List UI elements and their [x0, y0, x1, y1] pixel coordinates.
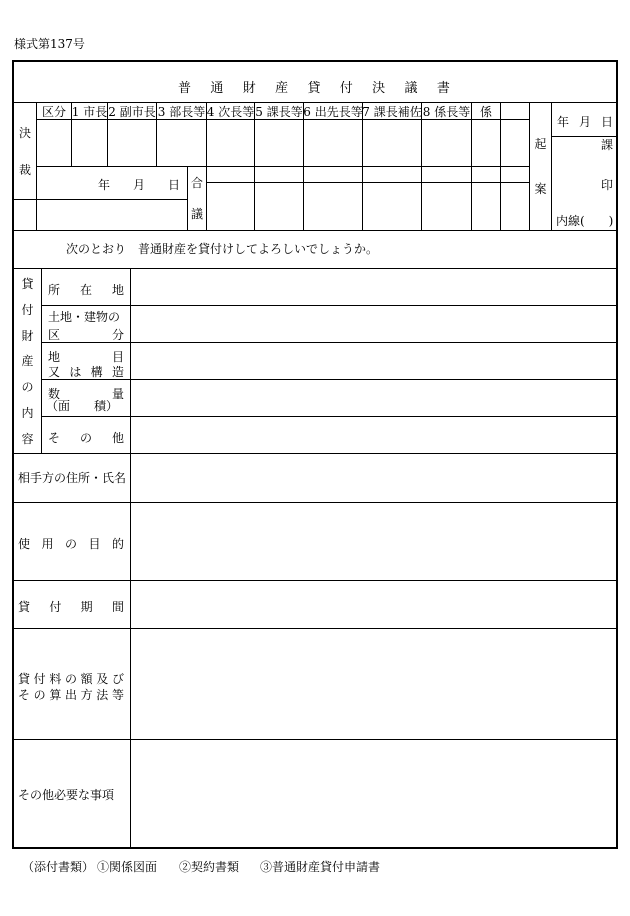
col-header-deputy-mayor: 2 副市長: [108, 104, 156, 119]
location-label: 所 在 地: [48, 283, 124, 297]
decision-label: 決 裁: [18, 126, 31, 177]
property-other-field[interactable]: [131, 417, 617, 453]
col-header-deputy-director: 4 次長等: [206, 104, 255, 119]
draft-label: 起 案: [534, 137, 547, 196]
quantity-label-bottom: （面 積）: [46, 399, 119, 413]
col-header-staff: 係: [479, 104, 492, 119]
purpose-field[interactable]: [131, 503, 617, 580]
land-building-label-top: 土地・建物の: [48, 310, 121, 324]
attachments-label: （添付書類）: [22, 860, 95, 874]
consultation-label: 合 議: [190, 176, 203, 221]
form-title: 普 通 財 産 貸 付 決 議 書: [178, 81, 450, 96]
land-building-label-bottom: 区 分: [48, 328, 124, 342]
property-other-label: そ の 他: [48, 431, 124, 445]
land-building-field[interactable]: [131, 306, 617, 342]
col-header-assistant-chief: 7 課長補佐: [362, 104, 422, 119]
purpose-label: 使 用 の 目 的: [18, 537, 124, 551]
fee-label-line1: 貸 付 料 の 額 及 び: [18, 672, 124, 686]
category-label-top: 地 目: [48, 350, 124, 364]
fee-label-line2: そ の 算 出 方 法 等: [18, 688, 124, 702]
attachment-item: ①関係図面: [97, 860, 158, 874]
decision-date: 年 月 日: [98, 178, 180, 192]
quantity-field[interactable]: [131, 380, 617, 416]
draft-date: 年 月 日: [557, 115, 613, 129]
other-matters-field[interactable]: [131, 740, 617, 848]
other-matters-label: その他必要な事項: [18, 788, 115, 802]
draft-extension: 内線( ): [556, 214, 614, 228]
attachment-item: ③普通財産貸付申請書: [260, 860, 381, 874]
party-field[interactable]: [131, 454, 617, 502]
party-label: 相手方の住所・氏名: [18, 471, 127, 485]
intro-text: 次のとおり 普通財産を貸付けしてよろしいでしょうか。: [66, 242, 379, 256]
form-number: 様式第137号: [14, 37, 85, 51]
col-header-section-chief: 5 課長等: [255, 104, 303, 119]
location-field[interactable]: [131, 269, 617, 305]
attachment-item: ②契約書類: [179, 860, 240, 874]
col-header-unit-chief: 8 係長等: [422, 104, 471, 119]
category-field[interactable]: [131, 343, 617, 379]
property-group-label: 貸 付 財 産 の 内 容: [21, 277, 34, 446]
draft-section: 課: [601, 138, 614, 152]
col-header-branch-chief: 6 出先長等: [303, 104, 363, 119]
kubun-header: 区分: [41, 104, 66, 119]
draft-seal: 印: [601, 178, 614, 192]
period-field[interactable]: [131, 581, 617, 628]
col-header-mayor: 1 市長: [71, 104, 108, 119]
fee-field[interactable]: [131, 629, 617, 739]
category-label-bottom: 又 は 構 造: [48, 365, 124, 379]
col-header-director: 3 部長等: [157, 104, 206, 119]
period-label: 貸 付 期 間: [18, 600, 124, 614]
quantity-label-top: 数 量: [48, 387, 124, 401]
